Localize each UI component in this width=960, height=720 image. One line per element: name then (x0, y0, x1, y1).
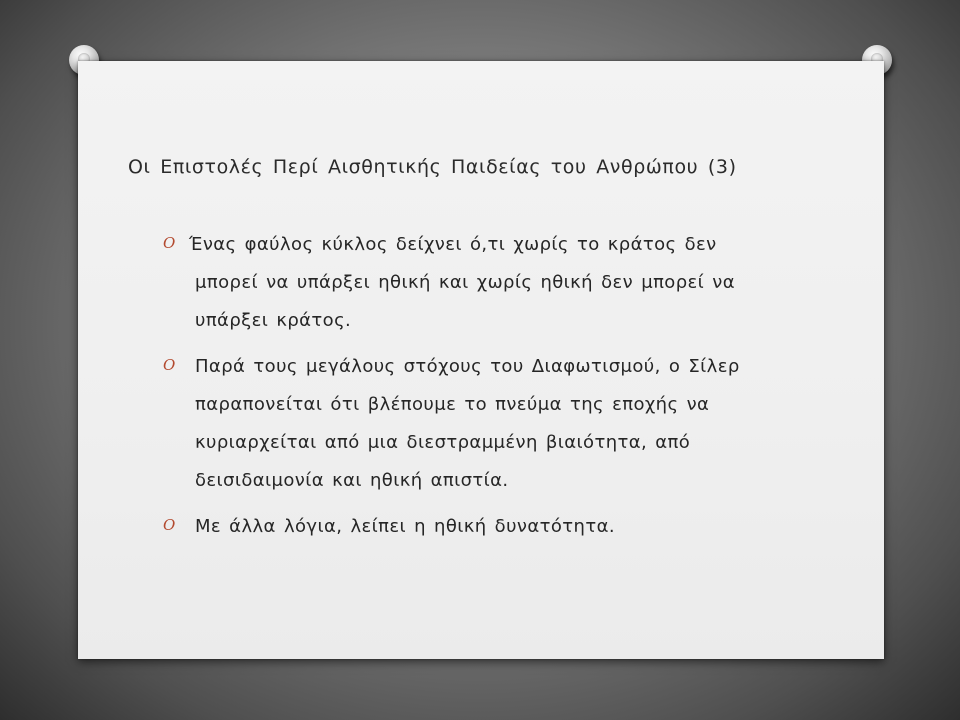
bullet-item (163, 226, 783, 340)
slide-title: Οι Επιστολές Περί Αισθητικής Παιδείας του Ανθρώπου (3) (128, 156, 737, 178)
bullet-marker-icon: O (163, 234, 176, 252)
bullet-item (163, 348, 783, 500)
bullet-list (163, 226, 783, 554)
bullet-text: Ένας φαύλος κύκλος δείχνει ό,τι χωρίς το κράτος δεν μπορεί να υπάρξει ηθική και χωρίς ηθική δεν μπορεί να υπάρξει κράτος. (189, 234, 736, 331)
bullet-text: Με άλλα λόγια, λείπει η ηθική δυνατότητα. (195, 516, 615, 537)
bullet-marker-icon: O (163, 516, 176, 534)
bullet-marker-icon: O (163, 356, 176, 374)
bullet-text: Παρά τους μεγάλους στόχους του Διαφωτισμού, ο Σίλερ παραπονείται ότι βλέπουμε το πνεύμα της εποχής να κυριαρχείται από μια διεστραμμένη βιαιότητα, από δεισιδαιμονία και ηθική απιστία. (195, 356, 740, 491)
bullet-item (163, 508, 783, 546)
